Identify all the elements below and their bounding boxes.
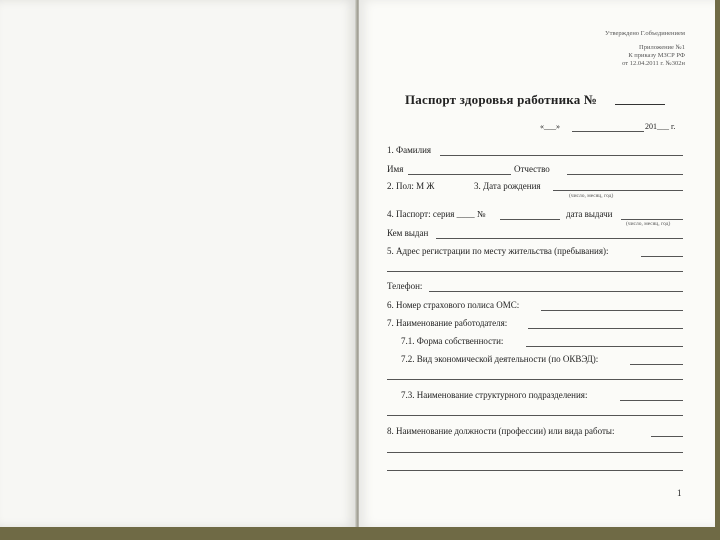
- issued-by-field[interactable]: [436, 238, 683, 239]
- page-title: Паспорт здоровья работника №: [405, 92, 598, 107]
- phone-label: Телефон:: [387, 281, 423, 291]
- employer-label: 7. Наименование работодателя:: [387, 318, 508, 328]
- position-field-1[interactable]: [651, 436, 683, 437]
- phone-field[interactable]: [429, 291, 683, 292]
- subdivision-label: 7.3. Наименование структурного подразделения:: [401, 390, 588, 400]
- okved-field-1[interactable]: [630, 364, 683, 365]
- employer-field[interactable]: [528, 328, 683, 329]
- address-field-1[interactable]: [641, 256, 683, 257]
- page-number: 1: [677, 488, 682, 498]
- patronymic-field[interactable]: [567, 174, 683, 175]
- issue-date-hint: (число, месяц, год): [626, 221, 671, 227]
- okved-field-2[interactable]: [387, 379, 683, 380]
- birth-date-label: 3. Дата рождения: [474, 181, 541, 191]
- issue-date-field[interactable]: [621, 219, 683, 220]
- name-label: Имя: [387, 164, 404, 174]
- title-number-line: [615, 104, 665, 105]
- oms-label: 6. Номер страхового полиса ОМС:: [387, 300, 520, 310]
- okved-label: 7.2. Вид экономической деятельности (по ОКВЭД):: [401, 354, 599, 364]
- issued-by-label: Кем выдан: [387, 228, 429, 238]
- address-label: 5. Адрес регистрации по месту жительства (пребывания):: [387, 246, 609, 256]
- sex-label: 2. Пол: М Ж: [387, 181, 435, 191]
- ownership-field[interactable]: [526, 346, 683, 347]
- passport-number-field[interactable]: [500, 219, 560, 220]
- position-field-3[interactable]: [387, 470, 683, 471]
- date-year: 201___ г.: [645, 122, 676, 131]
- surname-label: 1. Фамилия: [387, 145, 432, 155]
- patronymic-label: Отчество: [514, 164, 550, 174]
- passport-label: 4. Паспорт: серия ____ №: [387, 209, 486, 219]
- header-line-3: К приказу МЗСР РФ: [628, 52, 685, 59]
- issue-date-label: дата выдачи: [566, 209, 613, 219]
- surname-field[interactable]: [440, 155, 683, 156]
- header-line-4: от 12.04.2011 г. №302н: [622, 60, 685, 67]
- position-label: 8. Наименование должности (профессии) или вида работы:: [387, 426, 615, 436]
- oms-field[interactable]: [541, 310, 683, 311]
- ownership-label: 7.1. Форма собственности:: [401, 336, 504, 346]
- date-day: «___»: [540, 122, 560, 131]
- header-line-2: Приложение №1: [639, 44, 685, 51]
- date-month-line: [572, 131, 644, 132]
- left-page-blank: [0, 0, 356, 527]
- address-field-2[interactable]: [387, 271, 683, 272]
- subdivision-field-1[interactable]: [620, 400, 683, 401]
- birth-date-hint: (число, месяц, год): [569, 193, 614, 199]
- name-field[interactable]: [408, 174, 511, 175]
- subdivision-field-2[interactable]: [387, 415, 683, 416]
- birth-date-field[interactable]: [553, 190, 683, 191]
- header-line-1: Утверждено Г.объединением: [605, 30, 685, 37]
- right-page: [359, 0, 715, 527]
- position-field-2[interactable]: [387, 452, 683, 453]
